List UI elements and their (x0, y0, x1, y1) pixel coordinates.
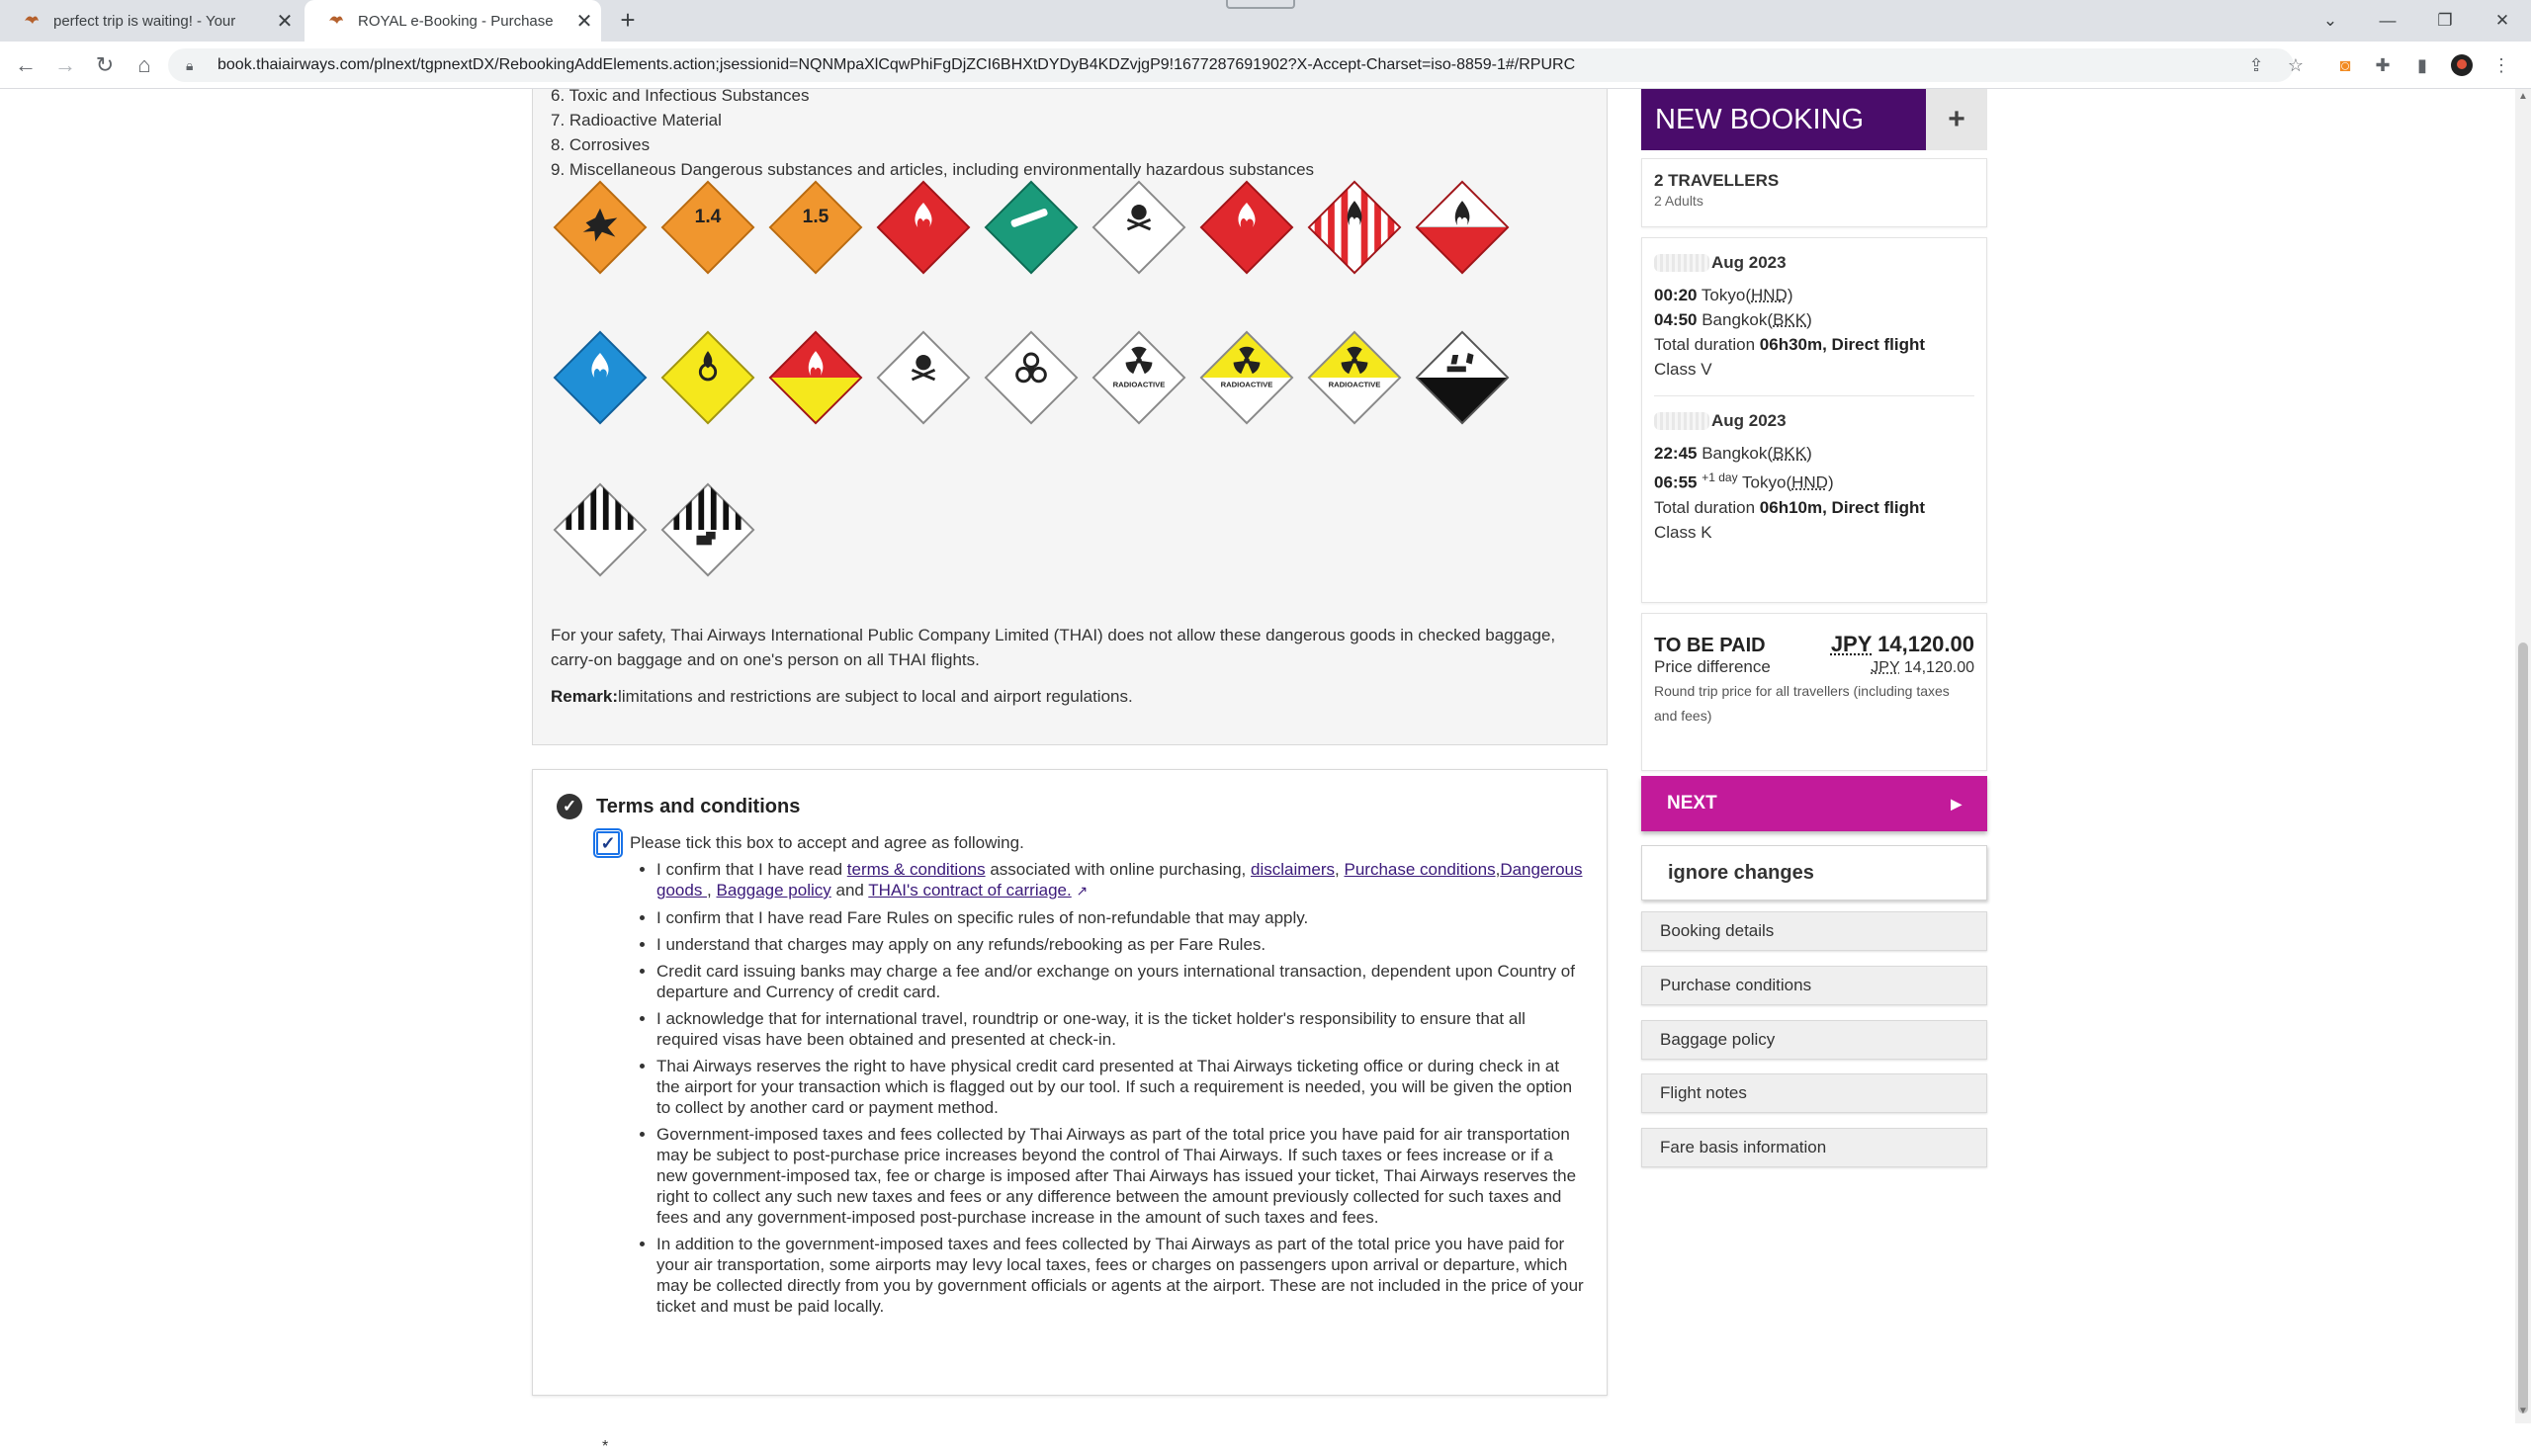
dangerous-goods-class-list (551, 83, 1314, 182)
booking-details-link[interactable]: Booking details (1641, 911, 1987, 951)
required-asterisk: * (602, 1438, 609, 1455)
list-item (656, 859, 1586, 901)
fare-class: Class V (1654, 360, 1712, 379)
new-booking-header (1641, 89, 1987, 150)
terms-section (532, 769, 1608, 1455)
tab-inactive[interactable] (0, 0, 302, 42)
side-panel-icon[interactable]: ▮ (2417, 55, 2427, 75)
adults-count: 2 Adults (1654, 193, 1703, 209)
list-item: • I acknowledge that for international travel, roundtrip or one-way, it is the ticket holder's responsibility to ensure that all required visas have been obtained and presented at check-in. (656, 1008, 1586, 1050)
caret-right-icon: ▶ (1951, 795, 1962, 812)
flight-date-text: Aug 2023 (1711, 253, 1787, 272)
page-content (0, 86, 2531, 1455)
arrival-code: BKK (1773, 310, 1807, 329)
divider (1654, 395, 1974, 396)
toxic-gas-placard-icon (1091, 180, 1186, 275)
arrival-time: 06:55 (1654, 472, 1698, 492)
list-item: • I confirm that I have read Fare Rules on specific rules of non-refundable that may apply. (656, 907, 1586, 928)
baggage-policy-link[interactable]: Baggage policy (716, 881, 831, 899)
terms-text: , (1335, 860, 1345, 879)
terms-text: , (707, 881, 717, 899)
terms-heading (557, 794, 800, 819)
class-item: 9. Miscellaneous Dangerous substances and articles, including environmentally hazardous substances (551, 160, 1315, 179)
placard-label: RADIOACTIVE (1112, 380, 1166, 389)
duration-value: 06h10m, Direct flight (1759, 497, 1926, 517)
menu-kebab-icon[interactable]: ⋮ (2492, 55, 2510, 75)
dangerous-goods-link[interactable]: Dangerous goods (656, 860, 1583, 899)
fare-basis-information-link[interactable]: Fare basis information (1641, 1128, 1987, 1167)
scroll-up-icon[interactable]: ▲ (2518, 91, 2528, 102)
lithium-battery-placard-icon (660, 482, 755, 577)
terms-title-text: Terms and conditions (596, 795, 801, 817)
terms-text: , (1495, 860, 1501, 879)
class-item: 8. Corrosives (551, 135, 651, 154)
flammable-gas-placard-icon (876, 180, 971, 275)
browser-toolbar (0, 42, 2531, 89)
tab-close-icon[interactable]: ✕ (276, 10, 294, 33)
price-difference-label: Price difference (1654, 657, 1771, 676)
departure-time: 00:20 (1654, 286, 1698, 304)
profile-avatar-icon[interactable] (2450, 53, 2474, 77)
radioactive-i-placard-icon (1091, 330, 1186, 425)
placard-label: RADIOACTIVE (1328, 380, 1381, 389)
share-icon[interactable]: ⇪ (2248, 55, 2264, 75)
departure-code: BKK (1773, 444, 1807, 463)
terms-list (656, 859, 1586, 1323)
terms-text: I confirm that I have read (656, 860, 847, 879)
class-item: 7. Radioactive Material (551, 111, 722, 129)
checkmark-circle-icon: ✓ (557, 794, 582, 819)
terms-text: associated with online purchasing, (985, 860, 1251, 879)
list-item: • Thai Airways reserves the right to have physical credit card presented at Thai Airways ticketing office or during check in at the airport for your transaction which is flagged out by our tool. If such a requirement is needed, you will be given the option to collect by another card or payment method. (656, 1056, 1586, 1118)
tab-title: ROYAL e-Booking - Purchase (358, 12, 554, 30)
tab-search-icon[interactable]: ⌄ (2322, 11, 2338, 30)
miscellaneous-placard-icon (553, 482, 648, 577)
arrival-time: 04:50 (1654, 310, 1698, 329)
biohazard-placard-icon (984, 330, 1079, 425)
contract-of-carriage-link[interactable]: THAI's contract of carriage. (868, 881, 1072, 899)
list-item: • Government-imposed taxes and fees collected by Thai Airways as part of the total price you have paid for air transportation may be subject to post-purchase price increases beyond the control of Thai Airways. If such taxes or fees increase or if a new government-imposed tax, fee or charge is imposed after Thai Airways has issued your ticket, Thai Airways reserves the right to collect any such new taxes and fees or any difference between the amount previously collected for such taxes and fees and any government-imposed post-purchase increase in the amount of such taxes and fees. (656, 1124, 1586, 1228)
to-be-paid-amount (1831, 632, 1974, 657)
rss-extension-icon[interactable]: ◙ (2339, 55, 2351, 75)
flight-notes-link[interactable]: Flight notes (1641, 1073, 1987, 1113)
arrival-city: Bangkok (1702, 310, 1768, 329)
home-icon[interactable]: ⌂ (137, 52, 151, 77)
purchase-conditions-sidebar-link[interactable]: Purchase conditions (1641, 966, 1987, 1005)
price-note: Round trip price for all travellers (including taxes and fees) (1654, 683, 1950, 724)
next-button[interactable] (1641, 776, 1987, 831)
price-difference-row (1654, 657, 1974, 677)
flight-date (1654, 250, 1974, 275)
toxic-placard-icon (876, 330, 971, 425)
ignore-changes-button[interactable]: ignore changes (1641, 845, 1987, 900)
arrival-city: Tokyo (1742, 472, 1787, 492)
redacted-day (1654, 412, 1709, 430)
inbound-flight (1654, 408, 1974, 545)
tab-close-icon[interactable]: ✕ (575, 10, 593, 33)
amount-value: 14,120.00 (1877, 632, 1974, 656)
flight-date (1654, 408, 1974, 433)
explosive-1-5-placard-icon (768, 180, 863, 275)
oxidizer-placard-icon (660, 330, 755, 425)
travellers-count: 2 TRAVELLERS (1654, 171, 1780, 190)
terms-text: and (830, 881, 869, 899)
list-item: • Credit card issuing banks may charge a fee and/or exchange on yours international transaction, dependent upon Country of departure and Currency of credit card. (656, 961, 1586, 1002)
next-label: NEXT (1667, 793, 1717, 814)
next-day-badge: +1 day (1702, 471, 1738, 484)
organic-peroxide-placard-icon (768, 330, 863, 425)
amount-value: 14,120.00 (1903, 659, 1974, 676)
fare-class: Class K (1654, 522, 1712, 542)
duration-row (1654, 495, 1974, 520)
baggage-policy-sidebar-link[interactable]: Baggage policy (1641, 1020, 1987, 1060)
remark-label: Remark: (551, 687, 619, 706)
window-close-icon[interactable]: ✕ (2494, 11, 2510, 30)
url-text: book.thaiairways.com/plnext/tgpnextDX/RebookingAddElements.action;jsessionid=NQNMpaXlCqwPhiFgDjZCI6BHXtDYDyB4KDZvjgP9!1677287691902?X-Accept-Charset=iso-8859-1#/RPURC (218, 56, 1576, 73)
disclaimers-link[interactable]: disclaimers (1251, 860, 1336, 879)
flammable-solid-placard-icon (1307, 180, 1402, 275)
travellers-card (1641, 158, 1987, 227)
placard-label: 1.5 (802, 207, 829, 228)
agree-row (596, 831, 1024, 855)
departure-row: 22:45 Bangkok(BKK) (1654, 444, 1812, 463)
explosive-placard-icon (553, 180, 648, 275)
duration-label: Total duration (1654, 497, 1760, 517)
payment-card (1641, 613, 1987, 771)
dangerous-goods-section (532, 86, 1608, 745)
placard-label: RADIOACTIVE (1220, 380, 1273, 389)
list-item: • I understand that charges may apply on any refunds/rebooking as per Fare Rules. (656, 934, 1586, 955)
reload-icon[interactable]: ↻ (95, 52, 115, 77)
departure-time: 22:45 (1654, 444, 1698, 463)
scroll-down-icon[interactable]: ▼ (2518, 1406, 2528, 1416)
tab-strip (0, 0, 2531, 42)
forward-icon[interactable]: → (54, 52, 76, 77)
to-be-paid-row (1654, 632, 1974, 657)
agree-label[interactable]: Please tick this box to accept and agree as following. (630, 833, 1024, 852)
address-bar[interactable] (168, 48, 2294, 82)
window-grip (1226, 0, 1295, 9)
arrival-code: HND (1791, 472, 1828, 492)
explosive-1-4-placard-icon (660, 180, 755, 275)
non-flammable-gas-placard-icon (984, 180, 1079, 275)
to-be-paid-label: TO BE PAID (1654, 635, 1766, 656)
list-item: • In addition to the government-imposed taxes and fees collected by Thai Airways as part of the total price you have paid for your air transportation, some airports may levy local taxes, fees or charges on passengers upon arrival or departure, which may be collected directly from you by government officials or agents at the airport. These are not included in the price of your ticket and must be paid locally. (656, 1234, 1586, 1317)
thai-favicon-icon (326, 11, 346, 31)
departure-code: HND (1751, 286, 1788, 304)
outbound-flight (1654, 250, 1974, 382)
departure-city: Tokyo (1701, 286, 1746, 304)
remark-body: limitations and restrictions are subject to local and airport regulations. (618, 687, 1133, 706)
thai-favicon-icon (22, 11, 42, 31)
remark-text (551, 687, 1133, 707)
new-tab-icon[interactable]: + (620, 5, 636, 35)
spontaneously-combustible-placard-icon (1415, 180, 1510, 275)
redacted-day (1654, 254, 1709, 272)
currency-code: JPY (1871, 659, 1900, 676)
class-item: 6. Toxic and Infectious Substances (551, 86, 810, 105)
bookmark-star-icon[interactable]: ☆ (2287, 55, 2305, 75)
terms-conditions-link[interactable]: terms & conditions (846, 860, 986, 879)
lock-icon: 🔒︎ (186, 56, 194, 73)
corrosive-placard-icon (1415, 330, 1510, 425)
tab-active[interactable] (305, 0, 601, 42)
back-icon[interactable]: ← (15, 52, 37, 77)
tab-title: perfect trip is waiting! - Your (53, 12, 236, 30)
external-link-icon: ↗ (1076, 883, 1089, 899)
arrival-row: 06:55 $^{+1 day}$ Tokyo(HND) (1654, 471, 1834, 492)
new-booking-title: NEW BOOKING (1655, 103, 1865, 135)
restore-icon[interactable]: ❐ (2437, 11, 2453, 30)
extensions-puzzle-icon[interactable]: ✚ (2375, 55, 2391, 75)
duration-row (1654, 332, 1974, 357)
duration-value: 06h30m, Direct flight (1759, 335, 1926, 354)
departure-city: Bangkok (1702, 444, 1768, 463)
currency-code: JPY (1830, 632, 1872, 656)
radioactive-iii-placard-icon (1307, 330, 1402, 425)
arrival-row: 04:50 Bangkok(BKK) (1654, 310, 1812, 329)
flammable-liquid-placard-icon (1199, 180, 1294, 275)
flight-date-text: Aug 2023 (1711, 411, 1787, 430)
page-scrollbar[interactable] (2515, 89, 2531, 1423)
radioactive-ii-placard-icon (1199, 330, 1294, 425)
agree-checkbox[interactable]: ✓ (596, 831, 620, 855)
expand-plus-icon[interactable]: + (1926, 89, 1987, 150)
dangerous-when-wet-placard-icon (553, 330, 648, 425)
flights-card (1641, 237, 1987, 603)
safety-notice: For your safety, Thai Airways International Public Company Limited (THAI) does not allow these dangerous goods in checked baggage, carry-on baggage and on one's person on all THAI flights. (551, 626, 1556, 669)
price-difference-amount (1871, 659, 1974, 677)
duration-label: Total duration (1654, 335, 1760, 354)
placard-label: 1.4 (694, 207, 722, 228)
minimize-icon[interactable]: — (2379, 11, 2397, 30)
departure-row: 00:20 Tokyo(HND) (1654, 286, 1793, 304)
purchase-conditions-link[interactable]: Purchase conditions (1344, 860, 1496, 879)
scrollbar-thumb[interactable] (2518, 642, 2528, 1413)
